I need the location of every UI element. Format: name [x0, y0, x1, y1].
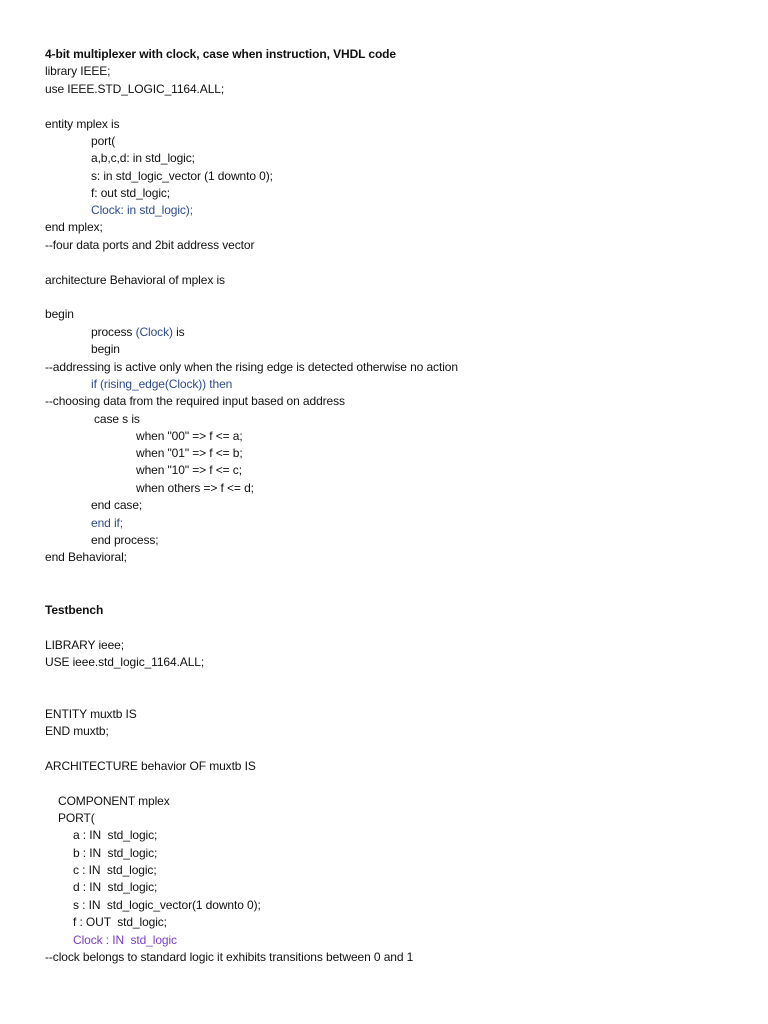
- code-comment: --clock belongs to standard logic it exhibits transitions between 0 and 1: [45, 950, 414, 964]
- code-line-highlighted: Clock: in std_logic);: [91, 203, 193, 217]
- code-line: when "10" => f <= c;: [136, 463, 242, 477]
- code-line: b : IN std_logic;: [73, 846, 158, 860]
- code-comment: --four data ports and 2bit address vector: [45, 238, 255, 252]
- code-line: f : OUT std_logic;: [73, 915, 167, 929]
- code-line: library IEEE;: [45, 64, 111, 78]
- code-line: end Behavioral;: [45, 550, 127, 564]
- code-line-highlighted: Clock : IN std_logic: [73, 933, 177, 947]
- code-line: when "01" => f <= b;: [136, 446, 243, 460]
- code-token: is: [172, 325, 185, 339]
- code-line: use IEEE.STD_LOGIC_1164.ALL;: [45, 82, 225, 96]
- code-line: end process;: [91, 533, 159, 547]
- code-line: case s is: [94, 412, 140, 426]
- code-line: d : IN std_logic;: [73, 880, 158, 894]
- code-line: begin: [45, 307, 74, 321]
- code-comment: --addressing is active only when the rising edge is detected otherwise no action: [45, 360, 458, 374]
- code-line-highlighted: end if;: [91, 516, 123, 530]
- code-line: USE ieee.std_logic_1164.ALL;: [45, 655, 205, 669]
- code-line: begin: [91, 342, 120, 356]
- code-line: COMPONENT mplex: [58, 794, 170, 808]
- code-line: f: out std_logic;: [91, 186, 171, 200]
- code-line: [91, 325, 185, 339]
- code-line: end mplex;: [45, 220, 103, 234]
- code-line: ENTITY muxtb IS: [45, 707, 137, 721]
- section-heading-testbench: Testbench: [45, 603, 104, 617]
- code-line: PORT(: [58, 811, 95, 825]
- code-line: END muxtb;: [45, 724, 109, 738]
- code-token-highlighted: (Clock): [135, 325, 173, 339]
- code-line: port(: [91, 134, 116, 148]
- code-line: s : IN std_logic_vector(1 downto 0);: [73, 898, 261, 912]
- code-line: ARCHITECTURE behavior OF muxtb IS: [45, 759, 256, 773]
- code-line: LIBRARY ieee;: [45, 638, 124, 652]
- code-line: s: in std_logic_vector (1 downto 0);: [91, 169, 273, 183]
- code-line: when others => f <= d;: [136, 481, 254, 495]
- code-line: when "00" => f <= a;: [136, 429, 243, 443]
- code-line: a : IN std_logic;: [73, 828, 158, 842]
- document-title: 4-bit multiplexer with clock, case when instruction, VHDL code: [45, 47, 396, 61]
- code-token: process: [91, 325, 136, 339]
- code-line: c : IN std_logic;: [73, 863, 157, 877]
- code-line: architecture Behavioral of mplex is: [45, 273, 225, 287]
- code-line: a,b,c,d: in std_logic;: [91, 151, 195, 165]
- code-line-highlighted: if (rising_edge(Clock)) then: [91, 377, 233, 391]
- code-comment: --choosing data from the required input based on address: [45, 394, 345, 408]
- code-line: end case;: [91, 498, 143, 512]
- code-line: entity mplex is: [45, 117, 120, 131]
